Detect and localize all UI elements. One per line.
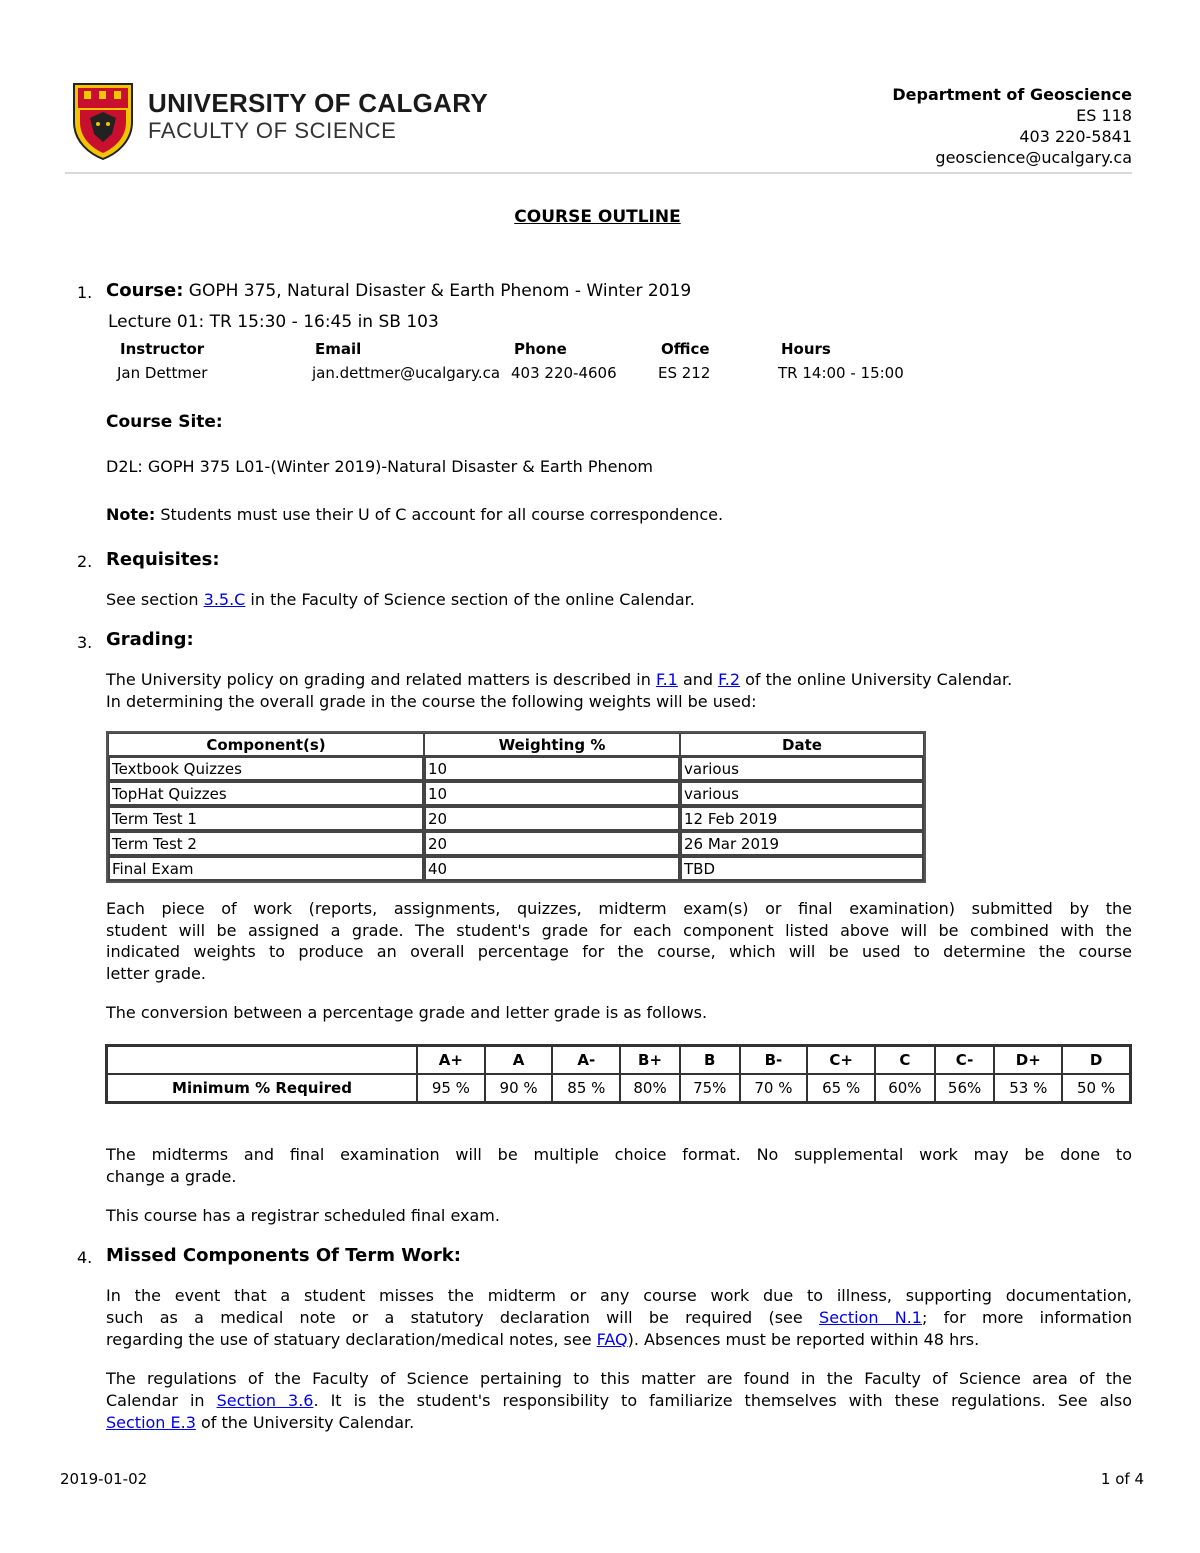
faculty-name: FACULTY OF SCIENCE [148, 118, 397, 143]
requisites-text-after: in the Faculty of Science section of the online Calendar. [245, 590, 695, 609]
instructor-header-hours: Hours [781, 340, 831, 358]
header-weighting: Weighting % [424, 733, 680, 756]
header-date: Date [680, 733, 924, 756]
lecture-line: Lecture 01: TR 15:30 - 16:45 in SB 103 [108, 312, 439, 332]
table-cell: various [680, 756, 924, 781]
table-cell: 12 Feb 2019 [680, 806, 924, 831]
empty-header-cell [107, 1046, 417, 1074]
minimum-cell: 80% [620, 1074, 680, 1102]
text-segment: such as a medical note or a statutory declaration will be required (see [106, 1308, 820, 1327]
final-exam-note: This course has a registrar scheduled final exam. [106, 1206, 500, 1225]
paragraph-line [106, 1412, 1132, 1434]
letter-grade-table [105, 1044, 1132, 1104]
text-segment: regarding the use of statuary declaration/medical notes, see [106, 1330, 597, 1349]
section-number-1: 1. [77, 283, 93, 302]
minimum-cell: 95 % [417, 1074, 485, 1102]
grading-heading: Grading: [106, 629, 194, 650]
text-segment: ). Absences must be reported within 48 hrs. [627, 1330, 980, 1349]
instructor-phone: 403 220-4606 [511, 364, 617, 382]
paragraph-line [106, 1390, 1132, 1412]
header-component: Component(s) [108, 733, 424, 756]
minimum-cell: 90 % [485, 1074, 553, 1102]
instructor-office: ES 212 [658, 364, 711, 382]
table-cell: Final Exam [108, 856, 424, 881]
note-text: Students must use their U of C account for all course correspondence. [160, 505, 724, 524]
letter-cell: B+ [620, 1046, 680, 1074]
course-site-text: D2L: GOPH 375 L01-(Winter 2019)-Natural Disaster & Earth Phenom [106, 457, 653, 476]
table-cell: 26 Mar 2019 [680, 831, 924, 856]
grading-policy-line-2: In determining the overall grade in the course the following weights will be used: [106, 692, 757, 711]
section-number-3: 3. [77, 633, 93, 652]
instructor-header-instructor: Instructor [120, 340, 205, 358]
missed-components-heading: Missed Components Of Term Work: [106, 1245, 461, 1266]
calendar-link-section-e3[interactable]: Section E.3 [106, 1413, 196, 1432]
letter-cell: C+ [807, 1046, 875, 1074]
table-cell: 10 [424, 756, 680, 781]
grading-policy-line-1 [106, 669, 1132, 691]
minimum-cell: 70 % [740, 1074, 808, 1102]
section-number-2: 2. [77, 552, 93, 571]
section-number-4: 4. [77, 1248, 93, 1267]
instructor-header-phone: Phone [514, 340, 567, 358]
course-label: Course: [106, 280, 184, 301]
paragraph-line: Each piece of work (reports, assignments, quizzes, midterm exam(s) or final examination) submitted by the [106, 899, 1132, 918]
requisites-heading: Requisites: [106, 549, 220, 570]
paragraph-line: letter grade. [106, 963, 206, 983]
minimum-cell: 60% [875, 1074, 935, 1102]
minimum-row [107, 1074, 1130, 1102]
paragraph-line: The midterms and final examination will be multiple choice format. No supplemental work may be done to [106, 1145, 1132, 1164]
text-segment: ; for more information [922, 1308, 1133, 1327]
university-name: UNIVERSITY OF CALGARY [148, 88, 488, 118]
letter-cell: C [875, 1046, 935, 1074]
table-cell: various [680, 781, 924, 806]
paragraph-line: The regulations of the Faculty of Science pertaining to this matter are found in the Faculty of Science area of the [106, 1369, 1132, 1388]
letter-cell: B- [740, 1046, 808, 1074]
page-number: 1 of 4 [1100, 1470, 1144, 1488]
paragraph-line [106, 1329, 1132, 1351]
course-line [106, 280, 1132, 302]
table-header-row [108, 733, 924, 756]
paragraph-line: In the event that a student misses the midterm or any course work due to illness, supporting documentation, [106, 1286, 1132, 1305]
note-line [106, 504, 1132, 526]
minimum-cell: 85 % [552, 1074, 620, 1102]
missed-work-paragraph [106, 1285, 1132, 1351]
letter-row [107, 1046, 1130, 1074]
grading-policy-text-c: of the online University Calendar. [740, 670, 1013, 689]
letter-cell: D [1062, 1046, 1130, 1074]
conversion-intro: The conversion between a percentage grade and letter grade is as follows. [106, 1003, 708, 1022]
department-name: Department of Geoscience [892, 85, 1132, 104]
department-contact [892, 84, 1132, 168]
grading-policy-text-b: and [677, 670, 719, 689]
text-segment: . It is the student's responsibility to familiarize themselves with these regulations. See also [313, 1391, 1133, 1410]
department-phone: 403 220-5841 [1019, 127, 1132, 146]
calendar-link-f2[interactable]: F.2 [718, 670, 741, 689]
table-cell: Term Test 1 [108, 806, 424, 831]
table-row [108, 756, 924, 781]
text-segment: Calendar in [106, 1391, 217, 1410]
paragraph-line [106, 1307, 1132, 1329]
grade-components-paragraph [106, 898, 1132, 984]
instructor-email: jan.dettmer@ucalgary.ca [312, 364, 501, 382]
letter-cell: B [680, 1046, 740, 1074]
requisites-text [106, 589, 1132, 611]
minimum-cell: 65 % [807, 1074, 875, 1102]
table-cell: TopHat Quizzes [108, 781, 424, 806]
header-divider [65, 172, 1132, 174]
instructor-header-office: Office [661, 340, 710, 358]
letter-cell: A+ [417, 1046, 485, 1074]
grading-policy-paragraph [106, 669, 1132, 713]
instructor-header-email: Email [315, 340, 362, 358]
table-cell: 40 [424, 856, 680, 881]
calendar-link-f1[interactable]: F.1 [655, 670, 678, 689]
department-office: ES 118 [1076, 106, 1132, 125]
table-cell: 20 [424, 806, 680, 831]
university-shield-logo [72, 82, 134, 160]
calendar-link-section-3-6[interactable]: Section 3.6 [216, 1391, 314, 1410]
table-row [108, 806, 924, 831]
note-label: Note: [106, 505, 156, 524]
faq-link[interactable]: FAQ [596, 1330, 628, 1349]
letter-cell: A [485, 1046, 553, 1074]
table-row [108, 831, 924, 856]
table-cell: TBD [680, 856, 924, 881]
text-segment: of the University Calendar. [195, 1413, 415, 1432]
course-name: GOPH 375, Natural Disaster & Earth Phenom - Winter 2019 [188, 281, 692, 301]
requisites-text-before: See section [106, 590, 204, 609]
regulations-paragraph [106, 1368, 1132, 1434]
table-row [108, 856, 924, 881]
instructor-hours: TR 14:00 - 15:00 [778, 364, 904, 382]
table-row [108, 781, 924, 806]
table-cell: Term Test 2 [108, 831, 424, 856]
letter-cell: D+ [994, 1046, 1062, 1074]
minimum-label-cell: Minimum % Required [107, 1074, 417, 1102]
table-cell: Textbook Quizzes [108, 756, 424, 781]
paragraph-line: indicated weights to produce an overall percentage for the course, which will be used to determine the course [106, 942, 1132, 961]
page-title: COURSE OUTLINE [514, 207, 681, 227]
grading-policy-text-a: The University policy on grading and related matters is described in [106, 670, 656, 689]
paragraph-line: student will be assigned a grade. The student's grade for each component listed above will be combined with the [106, 920, 1132, 940]
department-email: geoscience@ucalgary.ca [935, 148, 1132, 167]
paragraph-line: change a grade. [106, 1167, 237, 1186]
instructor-name: Jan Dettmer [117, 364, 208, 382]
calendar-link-section-n1[interactable]: Section N.1 [819, 1308, 922, 1327]
calendar-link-3-5-c[interactable]: 3.5.C [203, 590, 246, 609]
letter-cell: A- [552, 1046, 620, 1074]
table-cell: 10 [424, 781, 680, 806]
exam-format-paragraph [106, 1144, 1132, 1188]
letter-cell: C- [935, 1046, 995, 1074]
grade-weighting-table [106, 731, 926, 883]
footer-date: 2019-01-02 [60, 1470, 148, 1488]
minimum-cell: 50 % [1062, 1074, 1130, 1102]
minimum-cell: 75% [680, 1074, 740, 1102]
course-site-heading: Course Site: [106, 412, 223, 432]
minimum-cell: 56% [935, 1074, 995, 1102]
table-cell: 20 [424, 831, 680, 856]
minimum-cell: 53 % [994, 1074, 1062, 1102]
